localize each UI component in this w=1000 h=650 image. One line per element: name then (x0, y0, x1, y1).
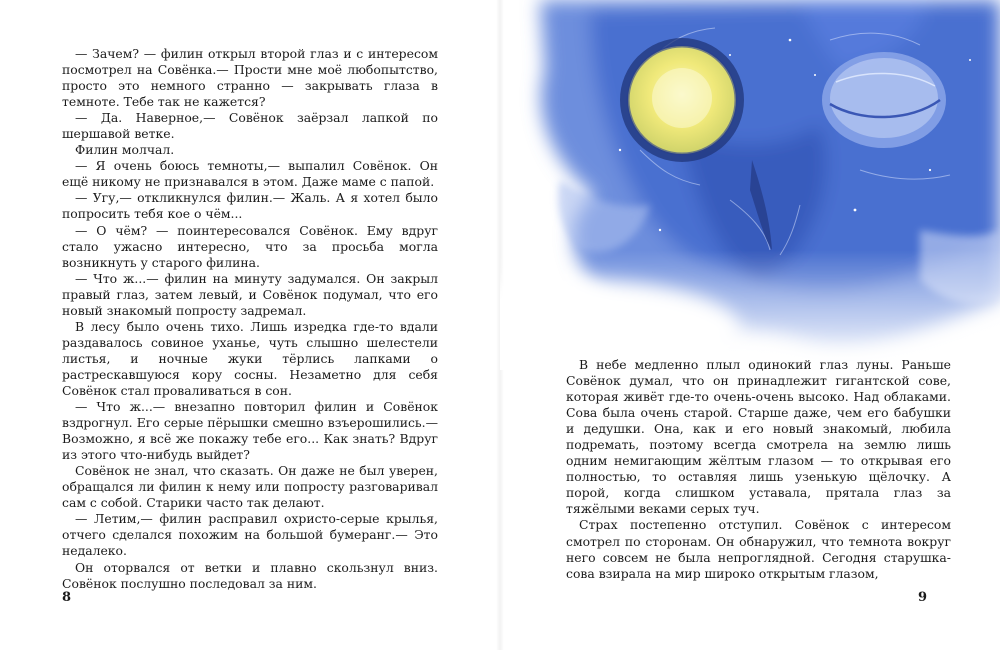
paragraph: — Что ж...— внезапно повторил филин и Совёнок вздрогнул. Его серые пёрышки смешно взъерошились.— Возможно, я всё же покажу тебе его... Как знать? Вдруг из этого что-нибудь выйдет? (62, 399, 438, 463)
left-page-text (62, 46, 438, 592)
owl-illustration (500, 0, 1000, 370)
paragraph: — Я очень боюсь темноты,— выпалил Совёнок. Он ещё никому не признавался в этом. Даже маме с папой. (62, 158, 438, 190)
paragraph: — Да. Наверное,— Совёнок заёрзал лапкой по шершавой ветке. (62, 110, 438, 142)
paragraph: — Летим,— филин расправил охристо-серые крылья, отчего сделался похожим на большой бумеранг.— Это недалеко. (62, 511, 438, 559)
paragraph: В небе медленно плыл одинокий глаз луны. Раньше Совёнок думал, что он принадлежит гигантской сове, которая живёт где-то очень-очень высоко. Над облаками. Сова была очень старой. Старше даже, чем его бабушки и дедушки. Она, как и его новый знакомый, любила подремать, поэтому всегда смотрела на землю лишь одним немигающим жёлтым глазом — то открывая его полностью, то оставляя лишь узенькую щёлочку. А порой, когда слишком уставала, прятала глаз за тяжёлыми веками серых туч. (566, 357, 951, 517)
paragraph: Он оторвался от ветки и плавно скользнул вниз. Совёнок послушно последовал за ним. (62, 559, 438, 591)
paragraph: — Угу,— откликнулся филин.— Жаль. А я хотел было попросить тебя кое о чём... (62, 190, 438, 222)
paragraph: — Что ж...— филин на минуту задумался. Он закрыл правый глаз, затем левый, и Совёнок подумал, что его новый знакомый попросту задремал. (62, 270, 438, 318)
paragraph: — О чём? — поинтересовался Совёнок. Ему вдруг стало ужасно интересно, что за просьба могла возникнуть у старого филина. (62, 222, 438, 270)
paragraph: — Зачем? — филин открыл второй глаз и с интересом посмотрел на Совёнка.— Прости мне моё любопытство, просто это немного странно — закрывать глаза в темноте. Тебе так не кажется? (62, 46, 438, 110)
page-number-left: 8 (62, 590, 72, 605)
paragraph: Страх постепенно отступил. Совёнок с интересом смотрел по сторонам. Он обнаружил, что темнота вокруг него совсем не была непроглядной. Сегодня старушка-сова взирала на мир широко открытым глазом, (566, 517, 951, 581)
paragraph: Совёнок не знал, что сказать. Он даже не был уверен, обращался ли филин к нему или попросту разговаривал сам с собой. Старики часто так делают. (62, 463, 438, 511)
right-page-text (566, 357, 951, 582)
paragraph: В лесу было очень тихо. Лишь изредка где-то вдали раздавалось совиное уханье, чуть слышно шелестели листья, и ночные жуки тёрлись лапками о растрескавшуюся кору сосны. Незаметно для себя Совёнок стал проваливаться в сон. (62, 318, 438, 398)
right-page (500, 0, 1000, 650)
closed-eye (822, 52, 946, 148)
page-number-right: 9 (918, 590, 928, 605)
open-eye (620, 38, 744, 162)
paragraph: Филин молчал. (75, 142, 175, 158)
